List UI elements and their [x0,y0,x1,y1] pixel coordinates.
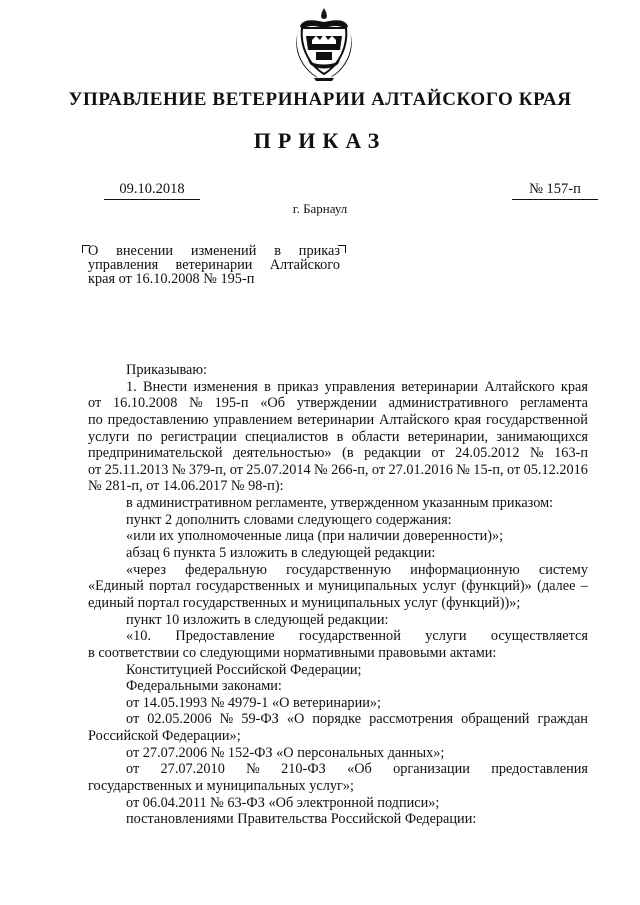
text-line: по предоставлению управлением ветеринарии Алтайского края государственной [88,411,588,428]
document-date: 09.10.2018 [104,181,200,200]
document-city: г. Барнаул [292,201,348,216]
text-line: Конституцией Российской Федерации; [126,661,362,678]
text-line: единый портал государственных и муниципальных услуг (функций))»; [88,594,521,611]
text-line: от 14.05.1993 № 4979-1 «О ветеринарии»; [126,694,382,711]
document-number: № 157-п [512,181,598,200]
subject-line: края от 16.10.2008 № 195-п [88,271,255,287]
text-line: «Единый портал государственных и муниципальных услуг (функций)» (далее – [88,578,588,595]
text-line: абзац 6 пункта 5 изложить в следующей редакции: [126,545,436,562]
text-line: пункт 10 изложить в следующей редакции: [126,611,389,628]
text-line: предпринимательской деятельностью» (в редакции от 24.05.2012 № 163-п [88,445,588,462]
text-line: постановлениями Правительства Российской Федерации: [126,811,477,828]
text-line: от 06.04.2011 № 63-ФЗ «Об электронной подписи»; [126,794,440,811]
subject-bracket-right [338,245,346,253]
text-line: от 16.10.2008 № 195-п «Об утверждении административного регламента [88,395,588,412]
document-type: ПРИКАЗ [253,128,387,153]
text-line: «или их уполномоченные лица (при наличии доверенности)»; [126,528,504,545]
text-line: № 281-п, от 14.06.2017 № 98-п): [88,478,284,495]
text-line: от 27.07.2006 № 152-ФЗ «О персональных данных»; [126,744,445,761]
text-line: Федеральными законами: [126,678,282,695]
text-line: от 02.05.2006 № 59-ФЗ «О порядке рассмотрения обращений граждан [126,711,588,728]
text-line: «10. Предоставление государственной услуги осуществляется [126,628,588,645]
subject-line: О внесении изменений в приказ [88,243,340,259]
coat-of-arms-icon [294,6,354,82]
text-line: от 25.11.2013 № 379-п, от 25.07.2014 № 266-п, от 27.01.2016 № 15-п, от 05.12.2016 [88,461,588,478]
organization-name: УПРАВЛЕНИЕ ВЕТЕРИНАРИИ АЛТАЙСКОГО КРАЯ [68,89,572,110]
document-body [88,362,588,828]
text-line: пункт 2 дополнить словами следующего содержания: [126,511,452,528]
text-line: услуги по регистрации специалистов в области ветеринарии, занимающихся [88,428,588,445]
text-line: «через федеральную государственную информационную систему [126,561,588,578]
text-line: Российской Федерации»; [88,728,241,745]
document-subject [88,244,340,286]
text-line: Приказываю: [126,362,208,378]
text-line: государственных и муниципальных услуг»; [88,778,354,795]
subject-line: управления ветеринарии Алтайского [88,257,340,273]
text-line: в административном регламенте, утвержденном указанным приказом: [126,495,554,512]
text-line: 1. Внести изменения в приказ управления ветеринарии Алтайского края [126,378,588,395]
text-line: от 27.07.2010 № 210-ФЗ «Об организации предоставления [126,761,588,778]
text-line: в соответствии со следующими нормативными правовыми актами: [88,644,497,661]
subject-bracket-left [82,245,90,253]
